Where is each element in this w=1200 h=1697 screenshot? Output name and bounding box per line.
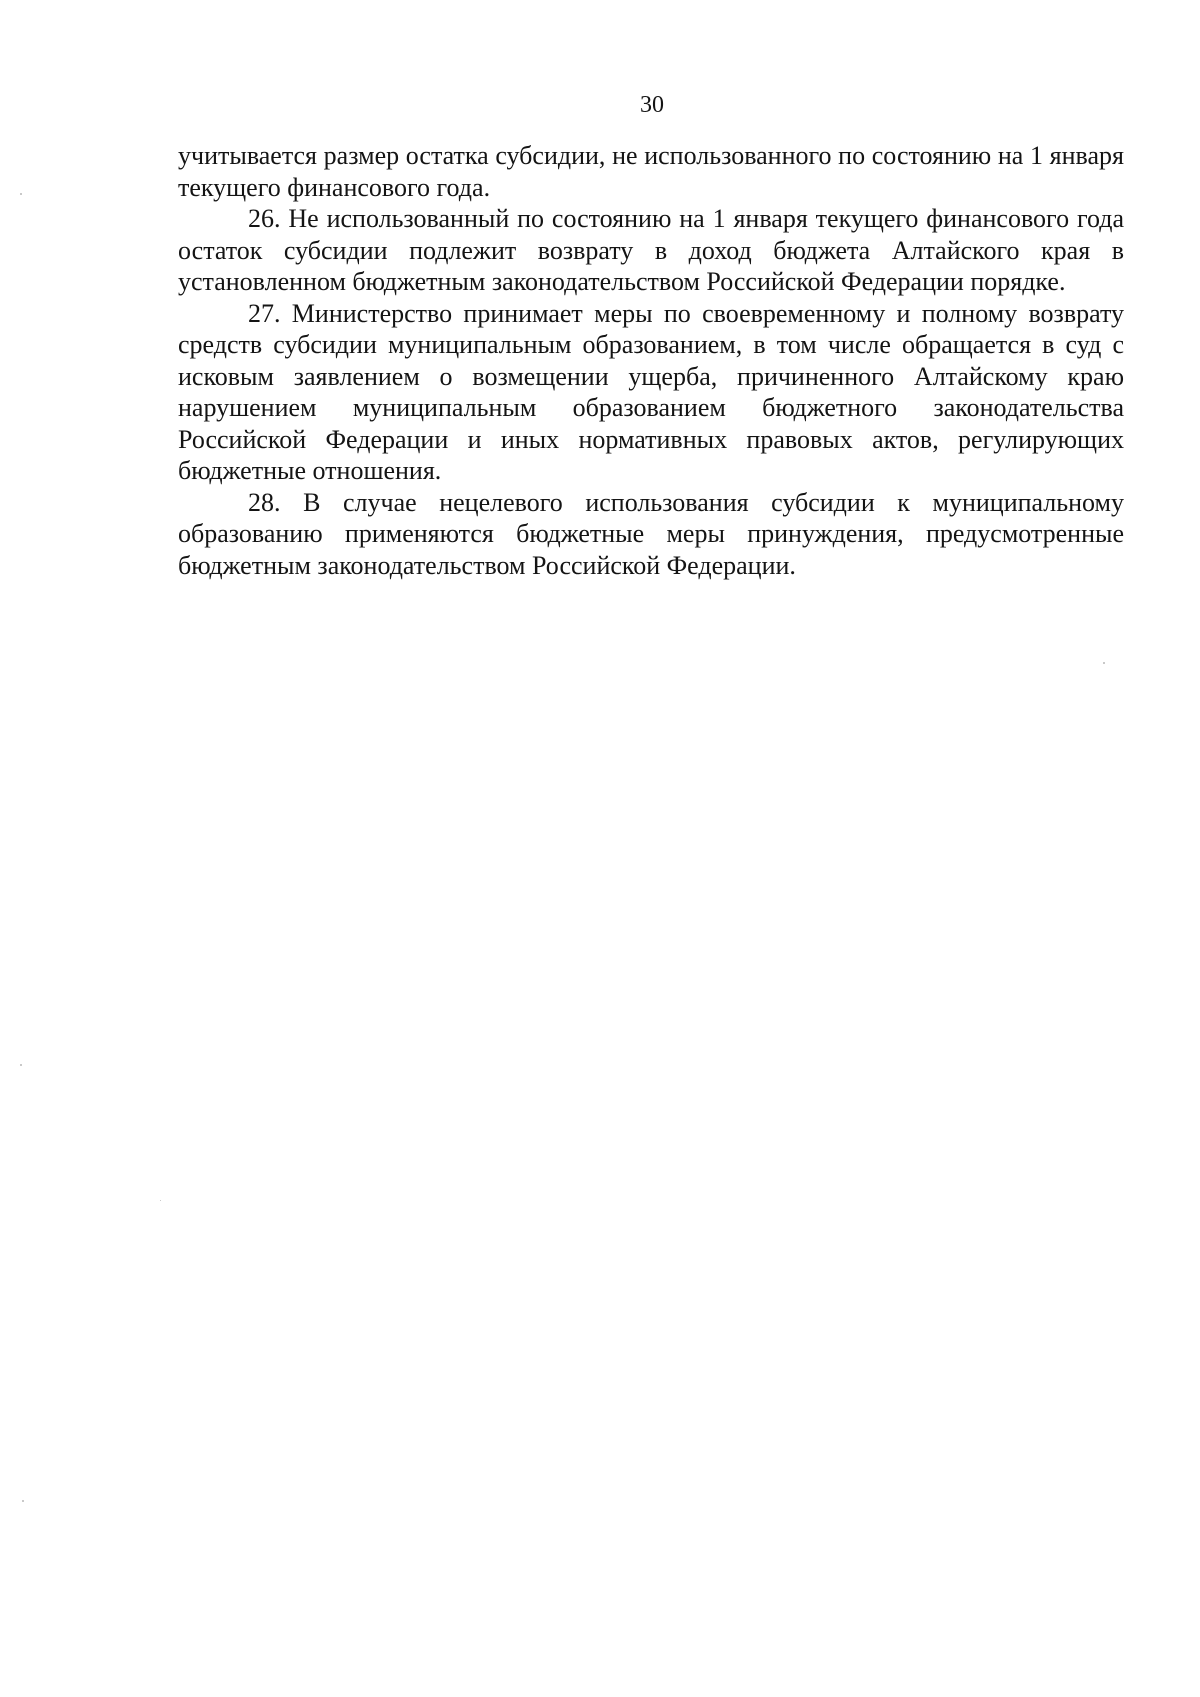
paragraph-28: 28. В случае нецелевого использования субсидии к муниципальному образованию применяются бюджетные меры принуждения, предусмотренные бюджетным законодательством Российской Федерации. bbox=[178, 487, 1124, 580]
scan-speck bbox=[20, 193, 22, 195]
paragraph-26: 26. Не использованный по состоянию на 1 января текущего финансового года остаток субсидии подлежит возврату в доход бюджета Алтайского края в установленном бюджетным законодательством Российской Федерации порядке. bbox=[178, 204, 1124, 296]
scan-speck bbox=[160, 1200, 161, 1201]
scan-speck bbox=[20, 1064, 22, 1066]
paragraph-continuation: учитывается размер остатка субсидии, не использованного по состоянию на 1 января текущего финансового года. bbox=[178, 141, 1124, 202]
paragraph-27: 27. Министерство принимает меры по своевременному и полному возврату средств субсидии муниципальным образованием, в том числе обращается в суд с исковым заявлением о возмещении ущерба, причиненного Алтайскому краю нарушением муниципальным образованием бюджетного законодательства Российской Федерации и иных нормативных правовых актов, регулирующих бюджетные отношения. bbox=[178, 298, 1124, 485]
page-number: 30 bbox=[640, 92, 664, 118]
document-body bbox=[178, 140, 1124, 581]
scan-speck bbox=[1103, 662, 1105, 664]
scan-speck bbox=[22, 1500, 24, 1502]
